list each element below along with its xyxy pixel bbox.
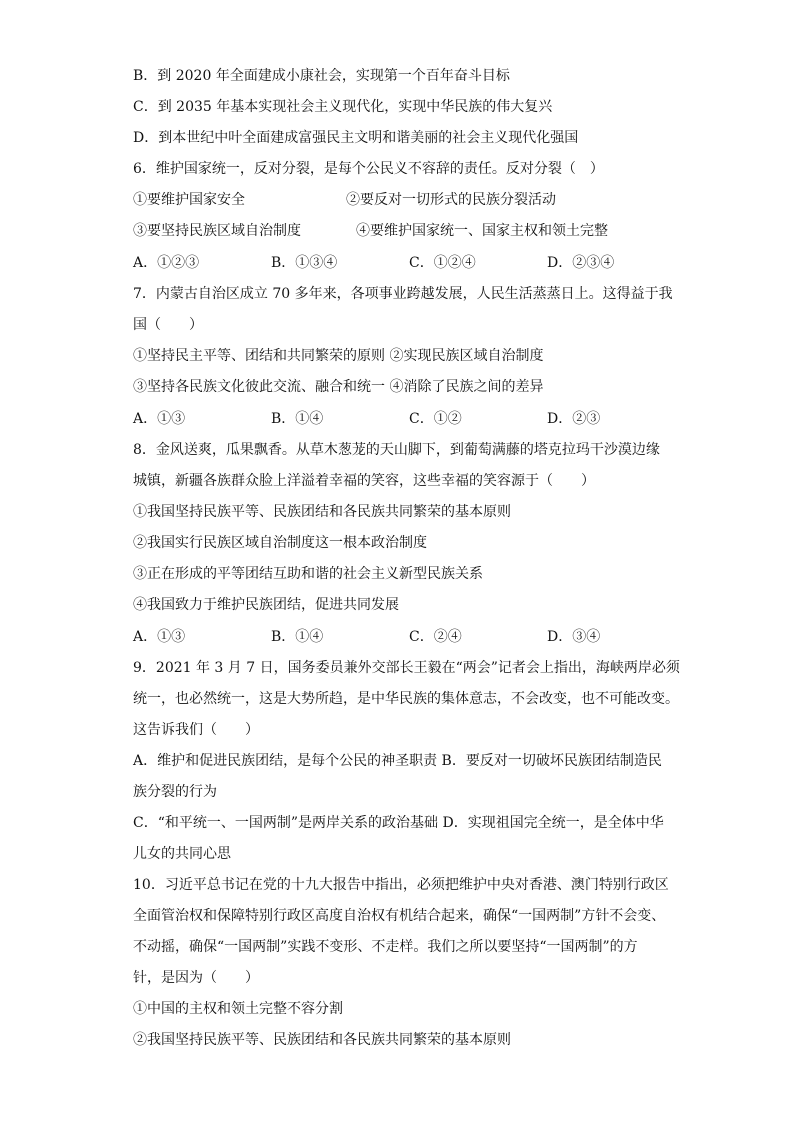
- q7-option-d: D．②③: [547, 411, 601, 427]
- q9-options-ab-line2: 族分裂的行为: [133, 784, 217, 800]
- q8-stem-line1: 8．金风送爽，瓜果飘香。从草木葱茏的天山脚下，到葡萄满藤的塔克拉玛干沙漠边缘: [133, 442, 660, 458]
- q9-options-ab-line1: A．维护和促进民族团结，是每个公民的神圣职责 B．要反对一切破坏民族团结制造民: [133, 753, 662, 769]
- q9-stem-line2: 统一，也必然统一，这是大势所趋，是中华民族的集体意志，不会改变，也不可能改变。: [133, 691, 679, 707]
- q9-options-cd-line1: C．“和平统一、一国两制”是两岸关系的政治基础 D．实现祖国完全统一，是全体中华: [133, 815, 664, 831]
- q8-option-b: B．①④: [271, 629, 324, 645]
- q6-statement-3: ③要坚持民族区域自治制度: [133, 223, 301, 239]
- q6-option-a: A．①②③: [133, 255, 200, 271]
- q6-statement-4: ④要维护国家统一、国家主权和领土完整: [356, 223, 608, 239]
- q8-statement-2: ②我国实行民族区域自治制度这一根本政治制度: [133, 535, 427, 551]
- q7-option-c: C．①②: [409, 411, 462, 427]
- q6-option-b: B．①③④: [271, 255, 338, 271]
- q10-statement-2: ②我国坚持民族平等、民族团结和各民族共同繁荣的基本原则: [133, 1032, 511, 1048]
- q6-statement-2: ②要反对一切形式的民族分裂活动: [346, 192, 556, 208]
- q7-option-a: A．①③: [133, 411, 186, 427]
- q6-statement-1: ①要维护国家安全: [133, 192, 245, 208]
- q9-stem-line1: 9．2021 年 3 月 7 日，国务委员兼外交部长王毅在“两会”记者会上指出，海峡两岸必须: [133, 660, 680, 676]
- q8-statement-4: ④我国致力于维护民族团结，促进共同发展: [133, 597, 399, 613]
- q8-statement-1: ①我国坚持民族平等、民族团结和各民族共同繁荣的基本原则: [133, 504, 511, 520]
- q10-statement-1: ①中国的主权和领土完整不容分割: [133, 1001, 343, 1017]
- q8-stem-line2: 城镇，新疆各族群众脸上洋溢着幸福的笑容，这些幸福的笑容源于（ ）: [133, 473, 595, 489]
- q6-option-c: C．①②④: [409, 255, 476, 271]
- q8-option-c: C．②④: [409, 629, 462, 645]
- q8-option-d: D．③④: [547, 629, 601, 645]
- q7-statements-3-4: ③坚持各民族文化彼此交流、融合和统一 ④消除了民族之间的差异: [133, 379, 544, 395]
- q10-stem-line3: 不动摇，确保“一国两制”实践不变形、不走样。我们之所以要坚持“一国两制”的方: [133, 939, 638, 955]
- q6-stem: 6．维护国家统一，反对分裂，是每个公民义不容辞的责任。反对分裂（ ）: [133, 161, 604, 177]
- q10-stem-line2: 全面管治权和保障特别行政区高度自治权有机结合起来，确保“一国两制”方针不会变、: [133, 908, 666, 924]
- q5-option-b: B．到 2020 年全面建成小康社会，实现第一个百年奋斗目标: [133, 68, 510, 84]
- q8-option-a: A．①③: [133, 629, 186, 645]
- q10-stem-line4: 针，是因为（ ）: [133, 970, 259, 986]
- q5-option-c: C．到 2035 年基本实现社会主义现代化，实现中华民族的伟大复兴: [133, 99, 553, 115]
- q7-option-b: B．①④: [271, 411, 324, 427]
- q6-option-d: D．②③④: [547, 255, 615, 271]
- q7-statements-1-2: ①坚持民主平等、团结和共同繁荣的原则 ②实现民族区域自治制度: [133, 348, 544, 364]
- q5-option-d: D．到本世纪中叶全面建成富强民主文明和谐美丽的社会主义现代化强国: [133, 130, 579, 146]
- q10-stem-line1: 10．习近平总书记在党的十九大报告中指出，必须把维护中央对香港、澳门特别行政区: [133, 877, 669, 893]
- q7-stem-line2: 国（ ）: [133, 317, 203, 333]
- q8-statement-3: ③正在形成的平等团结互助和谐的社会主义新型民族关系: [133, 566, 483, 582]
- q7-stem-line1: 7．内蒙古自治区成立 70 多年来，各项事业跨越发展，人民生活蒸蒸日上。这得益于我: [133, 286, 673, 302]
- q9-options-cd-line2: 儿女的共同心思: [133, 846, 231, 862]
- q9-stem-line3: 这告诉我们（ ）: [133, 722, 259, 738]
